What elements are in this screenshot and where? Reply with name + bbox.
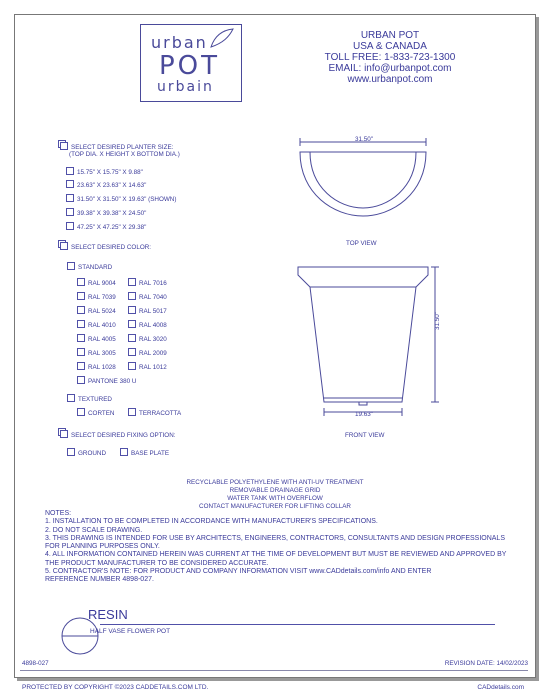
note-item: 2. DO NOT SCALE DRAWING. [45, 526, 143, 534]
company-email: EMAIL: info@urbanpot.com [328, 63, 452, 74]
base-plate-option[interactable]: BASE PLATE [120, 448, 169, 458]
size-option-checkbox[interactable] [66, 222, 74, 230]
feature-item: RECYCLABLE POLYETHYLENE WITH ANTI-UV TREATMENT [186, 479, 364, 486]
top-view-inner [310, 152, 416, 208]
size-option-checkbox[interactable] [66, 208, 74, 216]
color-option[interactable]: RAL 1028 [77, 362, 116, 372]
color-option[interactable]: RAL 4005 [77, 334, 116, 344]
height-dimension-label: 31.50" [434, 312, 441, 330]
size-checkbox[interactable] [60, 142, 68, 150]
color-checkbox[interactable] [128, 348, 136, 356]
caddetails-link[interactable]: CADdetails.com [477, 684, 524, 691]
color-checkbox[interactable] [77, 278, 85, 286]
company-website[interactable]: www.urbanpot.com [347, 74, 433, 85]
contact-block [290, 30, 490, 85]
size-option-checkbox[interactable] [66, 180, 74, 188]
planter-drawing [280, 130, 480, 450]
color-option[interactable]: RAL 4008 [128, 320, 167, 330]
front-view-label: FRONT VIEW [345, 432, 385, 439]
urbanpot-logo [140, 24, 242, 102]
notes-heading: NOTES: [45, 510, 72, 517]
pantone-checkbox[interactable] [77, 376, 85, 384]
reference-number: 4898-027 [22, 660, 49, 667]
textured-checkbox[interactable] [67, 394, 75, 402]
leaf-icon [209, 27, 235, 49]
note-item: FOR PLANNING PURPOSES ONLY. [45, 543, 160, 551]
color-checkbox[interactable] [77, 348, 85, 356]
color-option[interactable]: RAL 7016 [128, 278, 167, 288]
logo-line-1: urban [151, 33, 208, 52]
color-checkbox[interactable] [77, 334, 85, 342]
size-subheading: (TOP DIA. X HEIGHT X BOTTOM DIA.) [69, 151, 180, 158]
standard-checkbox[interactable] [67, 262, 75, 270]
pantone-option[interactable]: PANTONE 380 U [77, 376, 136, 386]
size-option[interactable]: 15.75" X 15.75" X 9.88" [66, 167, 143, 177]
logo-line-2: POT [159, 51, 221, 81]
ground-option[interactable]: GROUND [67, 448, 106, 458]
base-plate-checkbox[interactable] [120, 448, 128, 456]
color-checkbox[interactable] [128, 292, 136, 300]
title-subtitle: HALF VASE FLOWER POT [90, 628, 171, 635]
feature-item: REMOVABLE DRAINAGE GRID [229, 487, 321, 494]
color-option[interactable]: RAL 5024 [77, 306, 116, 316]
company-region: USA & CANADA [353, 41, 427, 52]
revision-date: REVISION DATE: 14/02/2023 [444, 660, 528, 667]
feature-list [0, 479, 550, 511]
color-checkbox[interactable] [128, 362, 136, 370]
size-option[interactable]: 39.38" X 39.38" X 24.50" [66, 208, 146, 218]
note-item: THE PRODUCT MANUFACTURER TO BE CONSIDERED ACCURATE. [45, 559, 269, 567]
size-option[interactable]: 31.50" X 31.50" X 19.63" (SHOWN) [66, 194, 176, 204]
note-item: 4. ALL INFORMATION CONTAINED HEREIN WAS CURRENT AT THE TIME OF DEVELOPMENT BUT MUST BE REVIEWED AND APPROVED BY [45, 551, 507, 559]
color-checkbox[interactable] [128, 306, 136, 314]
color-heading-row[interactable] [60, 242, 151, 252]
color-option[interactable]: RAL 4010 [77, 320, 116, 330]
color-checkbox[interactable] [77, 362, 85, 370]
size-heading: SELECT DESIRED PLANTER SIZE: [71, 144, 174, 151]
terracotta-option[interactable]: TERRACOTTA [128, 408, 181, 418]
title-circle-icon [60, 616, 100, 656]
color-option[interactable]: RAL 3005 [77, 348, 116, 358]
fixing-heading: SELECT DESIRED FIXING OPTION: [71, 432, 176, 439]
footer-rule [20, 670, 528, 671]
color-option[interactable]: RAL 5017 [128, 306, 167, 316]
color-option[interactable]: RAL 1012 [128, 362, 167, 372]
textured-option[interactable]: TEXTURED [67, 394, 112, 404]
standard-option[interactable]: STANDARD [67, 262, 112, 272]
color-option[interactable]: RAL 7040 [128, 292, 167, 302]
bottom-dimension-label: 19.63" [355, 411, 373, 418]
color-checkbox[interactable] [77, 306, 85, 314]
fixing-checkbox[interactable] [60, 430, 68, 438]
title-resin: RESIN [88, 607, 128, 622]
logo-line-3: urbain [157, 79, 214, 95]
title-divider [100, 624, 495, 625]
color-checkbox[interactable] [77, 292, 85, 300]
note-item: 5. CONTRACTOR'S NOTE: FOR PRODUCT AND COMPANY INFORMATION VISIT www.CADdetails.com/info AND ENTER [45, 568, 432, 576]
notes-block [45, 510, 506, 585]
color-checkbox[interactable] [60, 242, 68, 250]
company-phone: TOLL FREE: 1-833-723-1300 [324, 52, 456, 63]
terracotta-checkbox[interactable] [128, 408, 136, 416]
feature-item: CONTACT MANUFACTURER FOR LIFTING COLLAR [199, 503, 351, 510]
color-checkbox[interactable] [128, 320, 136, 328]
size-option[interactable]: 23.63" X 23.63" X 14.63" [66, 180, 146, 190]
size-option-checkbox[interactable] [66, 167, 74, 175]
color-option[interactable]: RAL 9004 [77, 278, 116, 288]
fixing-heading-row[interactable] [60, 430, 176, 440]
color-heading: SELECT DESIRED COLOR: [71, 244, 152, 251]
feature-item: WATER TANK WITH OVERFLOW [227, 495, 323, 502]
note-item: 3. THIS DRAWING IS INTENDED FOR USE BY ARCHITECTS, ENGINEERS, CONTRACTORS, CONSULTANTS AND DESIGN PROFESSIONALS [45, 534, 505, 542]
size-option-checkbox[interactable] [66, 194, 74, 202]
ground-checkbox[interactable] [67, 448, 75, 456]
top-dimension-label: 31.50" [355, 136, 373, 143]
color-checkbox[interactable] [128, 278, 136, 286]
color-option[interactable]: RAL 3020 [128, 334, 167, 344]
note-item: 1. INSTALLATION TO BE COMPLETED IN ACCORDANCE WITH MANUFACTURER'S SPECIFICATIONS. [45, 518, 378, 526]
color-checkbox[interactable] [128, 334, 136, 342]
corten-option[interactable]: CORTEN [77, 408, 114, 418]
corten-checkbox[interactable] [77, 408, 85, 416]
size-option[interactable]: 47.25" X 47.25" X 29.38" [66, 222, 146, 232]
company-name: URBAN POT [360, 30, 420, 41]
color-option[interactable]: RAL 2009 [128, 348, 167, 358]
copyright-text: PROTECTED BY COPYRIGHT ©2023 CADDETAILS.COM LTD. [22, 684, 209, 691]
color-checkbox[interactable] [77, 320, 85, 328]
note-item: REFERENCE NUMBER 4898-027. [45, 576, 154, 584]
color-option[interactable]: RAL 7039 [77, 292, 116, 302]
top-view-label: TOP VIEW [346, 240, 377, 247]
